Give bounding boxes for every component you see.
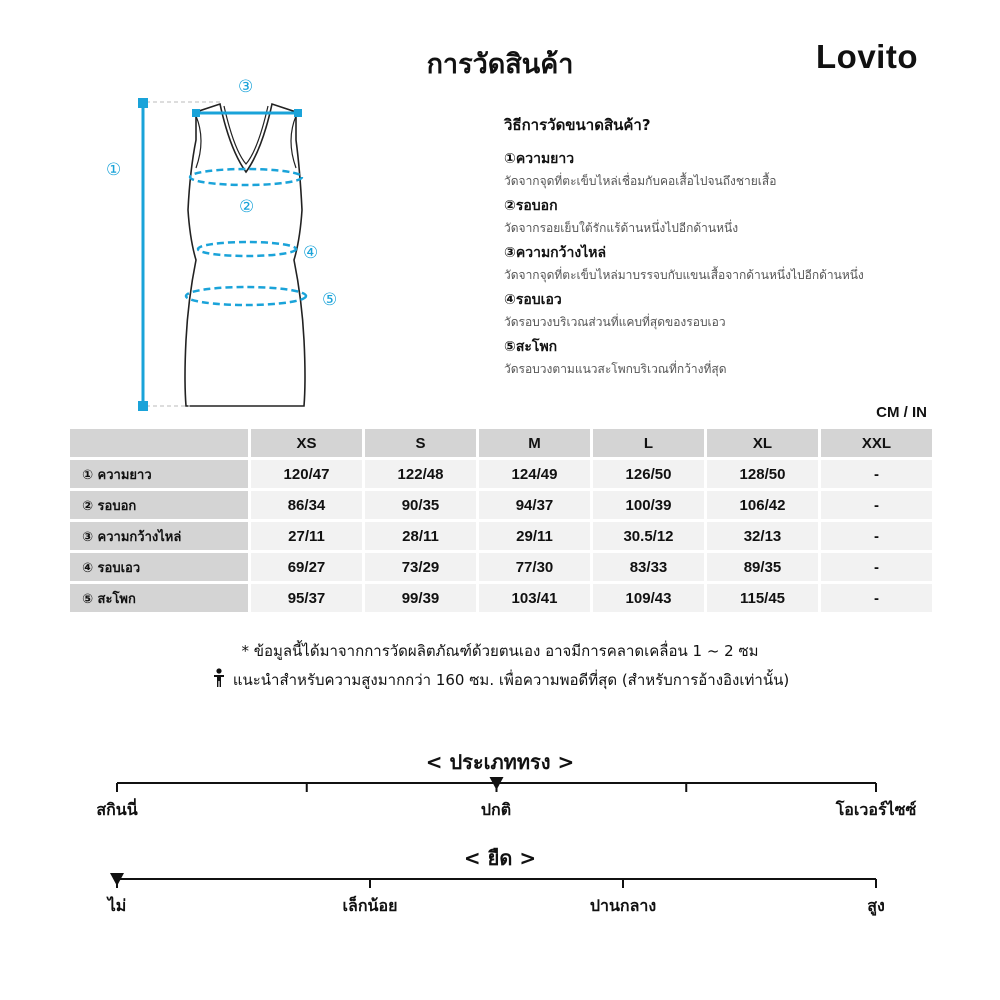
row-label: ① ความยาว	[70, 460, 248, 488]
table-cell: 95/37	[251, 584, 362, 612]
fit-label-oversize: โอเวอร์ไซซ์	[835, 800, 917, 819]
size-header: XS	[251, 429, 362, 457]
marker-shoulder: ③	[238, 77, 254, 97]
table-cell: -	[821, 491, 932, 519]
size-header: L	[593, 429, 704, 457]
table-cell: 29/11	[479, 522, 590, 550]
stretch-scale	[110, 873, 876, 888]
table-cell: 115/45	[707, 584, 818, 612]
table-cell: 126/50	[593, 460, 704, 488]
step-desc: วัดจากจุดที่ตะเข็บไหล่เชื่อมกับคอเสื้อไปจนถึงชายเสื้อ	[504, 174, 777, 188]
fit-scale-title: < ประเภททรง >	[425, 750, 575, 774]
step-desc: วัดรอบวงบริเวณส่วนที่แคบที่สุดของรอบเอว	[504, 315, 726, 329]
marker-hip: ⑤	[322, 290, 338, 310]
step-name: ③ความกว้างไหล่	[504, 245, 607, 261]
table-cell: 120/47	[251, 460, 362, 488]
table-cell: 94/37	[479, 491, 590, 519]
step-name: ②รอบอก	[504, 198, 558, 214]
stretch-scale-title: < ยืด >	[463, 846, 537, 870]
row-label: ② รอบอก	[70, 491, 248, 519]
table-cell: 122/48	[365, 460, 476, 488]
how-to-title: วิธีการวัดขนาดสินค้า?	[504, 116, 651, 134]
table-cell: -	[821, 553, 932, 581]
step-desc: วัดจากรอยเย็บใต้รักแร้ด้านหนึ่งไปอีกด้านหนึ่ง	[504, 221, 739, 235]
size-header: XL	[707, 429, 818, 457]
table-cell: -	[821, 584, 932, 612]
table-cell: 86/34	[251, 491, 362, 519]
marker-waist: ④	[303, 243, 319, 263]
table-cell: 100/39	[593, 491, 704, 519]
row-label: ⑤ สะโพก	[70, 584, 248, 612]
brand-logo: Lovito	[816, 38, 918, 75]
table-cell: 124/49	[479, 460, 590, 488]
table-cell: 90/35	[365, 491, 476, 519]
disclaimer-note: * ข้อมูลนี้ได้มาจากการวัดผลิตภัณฑ์ด้วยตนเอง อาจมีการคลาดเคลื่อน 1 ~ 2 ซม	[241, 642, 759, 660]
table-cell: 27/11	[251, 522, 362, 550]
table-cell: 69/27	[251, 553, 362, 581]
page-title: การวัดสินค้า	[426, 49, 574, 80]
marker-bust: ②	[239, 197, 255, 217]
row-label: ④ รอบเอว	[70, 553, 248, 581]
table-cell: 30.5/12	[593, 522, 704, 550]
stretch-label-none: ไม่	[107, 896, 127, 915]
size-header: XXL	[821, 429, 932, 457]
fit-scale	[117, 777, 876, 792]
table-cell: 109/43	[593, 584, 704, 612]
table-cell: 106/42	[707, 491, 818, 519]
step-desc: วัดรอบวงตามแนวสะโพกบริเวณที่กว้างที่สุด	[504, 362, 727, 376]
table-cell: 89/35	[707, 553, 818, 581]
table-cell: 83/33	[593, 553, 704, 581]
step-desc: วัดจากจุดที่ตะเข็บไหล่มาบรรจบกับแขนเสื้อจากด้านหนึ่งไปอีกด้านหนึ่ง	[504, 268, 864, 282]
table-cell: 73/29	[365, 553, 476, 581]
height-tip-text: แนะนำสำหรับความสูงมากกว่า 160 ซม. เพื่อความพอดีที่สุด (สำหรับการอ้างอิงเท่านั้น)	[232, 671, 790, 689]
table-cell: 32/13	[707, 522, 818, 550]
table-cell: -	[821, 460, 932, 488]
stretch-label-high: สูง	[867, 896, 885, 915]
unit-label: CM / IN	[876, 404, 927, 421]
stretch-label-medium: ปานกลาง	[589, 896, 657, 915]
marker-length: ①	[106, 160, 122, 180]
step-name: ①ความยาว	[504, 151, 575, 167]
table-cell: 99/39	[365, 584, 476, 612]
stretch-label-slight: เล็กน้อย	[342, 896, 398, 915]
table-cell: 77/30	[479, 553, 590, 581]
fit-label-skinny: สกินนี่	[96, 800, 138, 819]
table-cell: -	[821, 522, 932, 550]
table-cell: 128/50	[707, 460, 818, 488]
step-name: ⑤สะโพก	[504, 339, 558, 355]
table-cell: 28/11	[365, 522, 476, 550]
size-header: M	[479, 429, 590, 457]
row-label: ③ ความกว้างไหล่	[70, 522, 248, 550]
size-header: S	[365, 429, 476, 457]
fit-label-regular: ปกติ	[480, 800, 512, 819]
table-cell: 103/41	[479, 584, 590, 612]
step-name: ④รอบเอว	[504, 292, 562, 308]
